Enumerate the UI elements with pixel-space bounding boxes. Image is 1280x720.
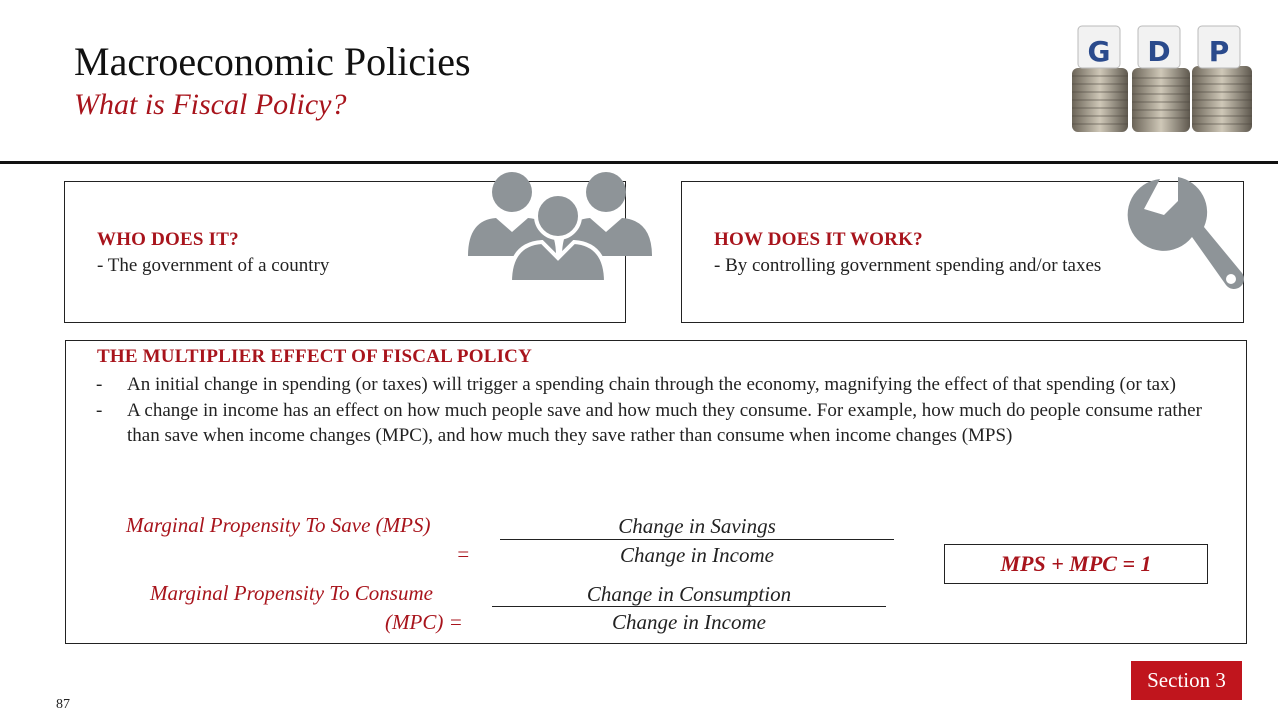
bullet-dash: - xyxy=(96,399,103,421)
logo-letter: D xyxy=(1147,35,1171,68)
mpc-denominator: Change in Income xyxy=(612,610,766,634)
logo-letter: G xyxy=(1087,35,1111,68)
how-does-it-work-heading: HOW DOES IT WORK? xyxy=(714,229,923,250)
list-item xyxy=(96,372,1206,398)
bullet-text: An initial change in spending (or taxes) will trigger a spending chain through the economy, magnifying the effect of that spending (or tax) xyxy=(127,374,1176,395)
how-does-it-work-text: - By controlling government spending and/or taxes xyxy=(714,255,1102,276)
who-does-it-heading: WHO DOES IT? xyxy=(97,229,239,250)
mpc-label: Marginal Propensity To Consume xyxy=(150,581,433,605)
people-group-icon xyxy=(462,170,654,282)
multiplier-effect-heading: THE MULTIPLIER EFFECT OF FISCAL POLICY xyxy=(97,346,533,367)
bullet-dash: - xyxy=(96,374,103,395)
multiplier-bullet-list xyxy=(96,372,1206,449)
slide-subtitle: What is Fiscal Policy? xyxy=(74,88,347,121)
mps-numerator: Change in Savings xyxy=(618,514,776,538)
mps-label: Marginal Propensity To Save (MPS) xyxy=(126,513,431,537)
mpc-fraction-bar xyxy=(492,606,886,607)
mps-mpc-identity-box: MPS + MPC = 1 xyxy=(944,544,1208,584)
mps-fraction-bar xyxy=(500,539,894,540)
page-number: 87 xyxy=(56,697,70,712)
gdp-coins-logo-icon xyxy=(1068,24,1256,136)
logo-letter: P xyxy=(1208,35,1230,68)
header-divider xyxy=(0,161,1278,164)
who-does-it-text: - The government of a country xyxy=(97,255,330,276)
list-item xyxy=(96,398,1206,449)
slide-title: Macroeconomic Policies xyxy=(74,39,471,84)
section-3-button[interactable]: Section 3 xyxy=(1131,661,1242,700)
wrench-icon xyxy=(1120,175,1246,301)
mps-denominator: Change in Income xyxy=(620,543,774,567)
mps-equals: = xyxy=(456,542,471,566)
mpc-numerator: Change in Consumption xyxy=(586,582,792,606)
bullet-text: A change in income has an effect on how much people save and how much they consume. For example, how much do people consume rather than save when income changes (MPC), and how much they save rather than consume when income changes (MPS) xyxy=(127,399,1202,446)
mpc-equals: (MPC) = xyxy=(385,610,463,634)
